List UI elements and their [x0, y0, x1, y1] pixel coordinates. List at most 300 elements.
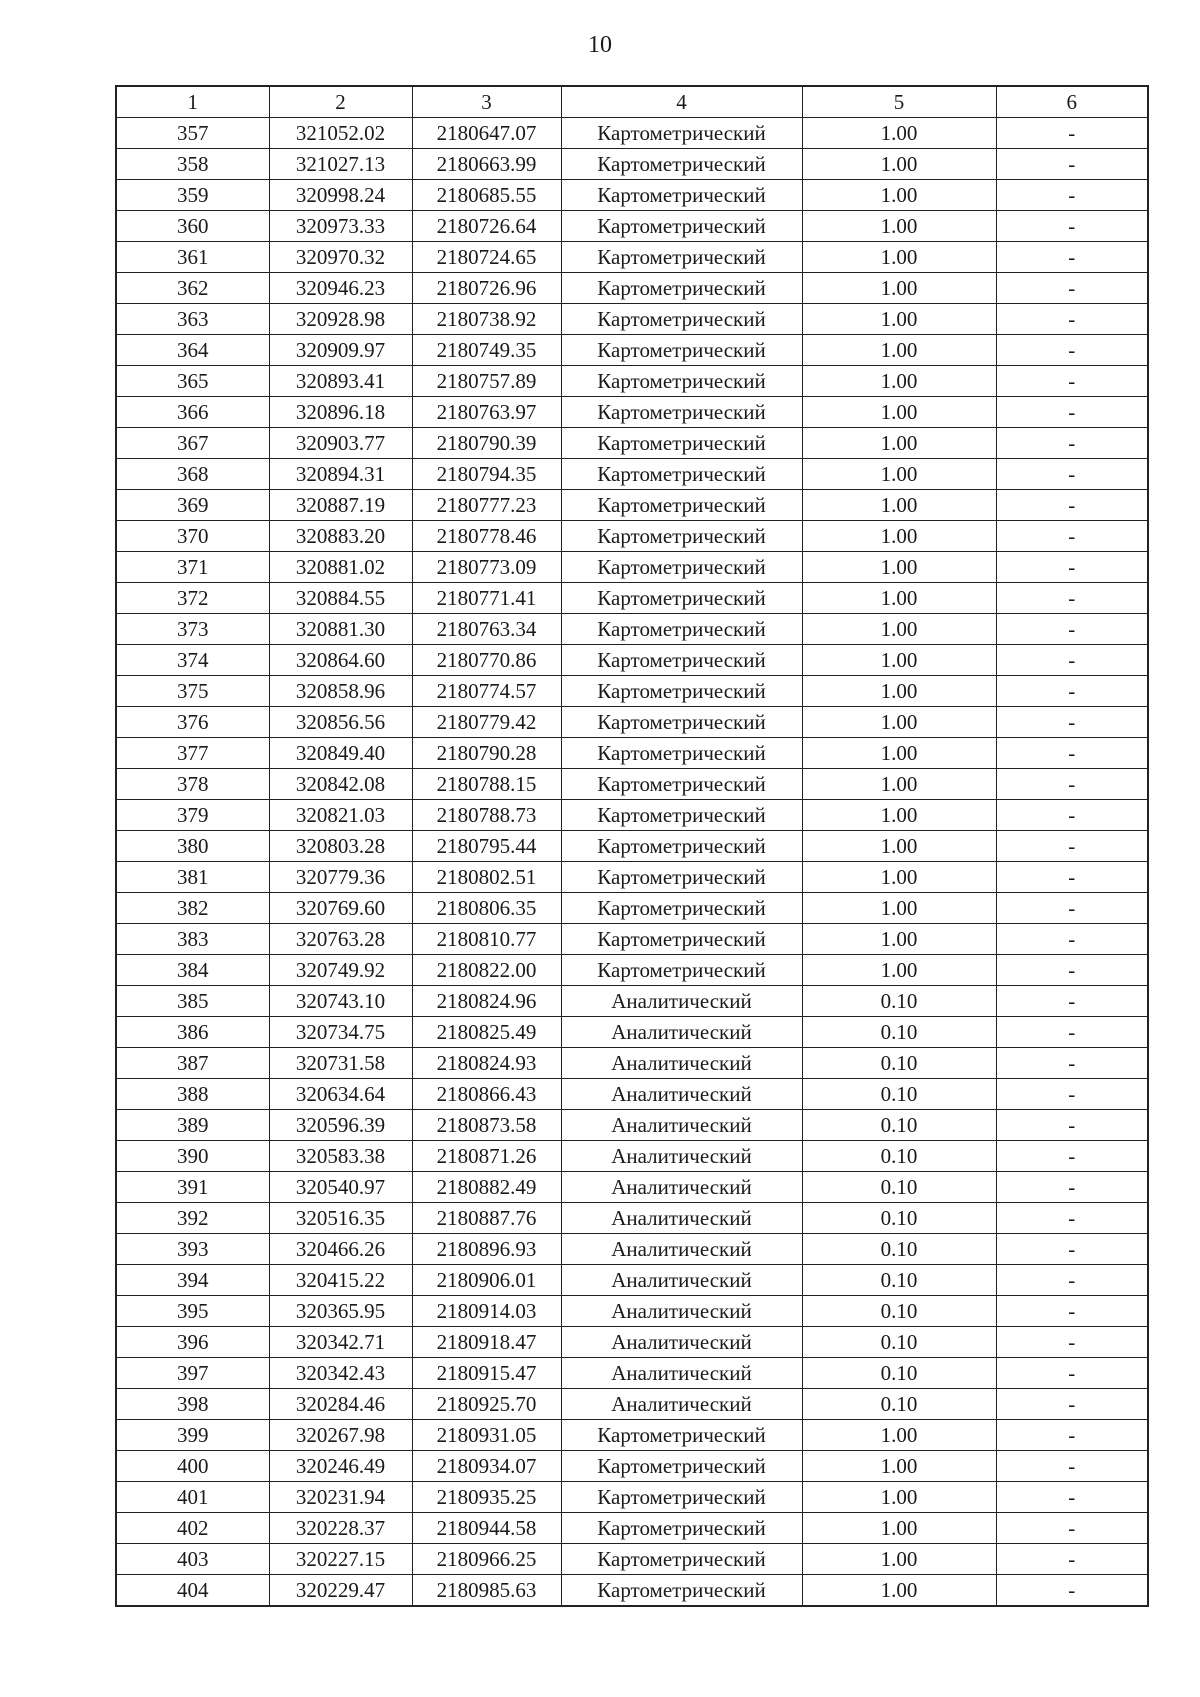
- x-coordinate-cell: 320893.41: [269, 366, 412, 397]
- x-coordinate-cell: 320365.95: [269, 1296, 412, 1327]
- x-coordinate-cell: 320763.28: [269, 924, 412, 955]
- method-cell: Картометрический: [561, 304, 802, 335]
- point-number-cell: 378: [116, 769, 269, 800]
- accuracy-cell: 1.00: [802, 676, 996, 707]
- x-coordinate-cell: 320228.37: [269, 1513, 412, 1544]
- note-cell: -: [996, 583, 1148, 614]
- x-coordinate-cell: 320634.64: [269, 1079, 412, 1110]
- method-cell: Картометрический: [561, 521, 802, 552]
- method-cell: Аналитический: [561, 1048, 802, 1079]
- point-number-cell: 397: [116, 1358, 269, 1389]
- x-coordinate-cell: 320246.49: [269, 1451, 412, 1482]
- note-cell: -: [996, 676, 1148, 707]
- accuracy-cell: 1.00: [802, 955, 996, 986]
- point-number-cell: 374: [116, 645, 269, 676]
- y-coordinate-cell: 2180915.47: [412, 1358, 561, 1389]
- note-cell: -: [996, 428, 1148, 459]
- note-cell: -: [996, 490, 1148, 521]
- method-cell: Картометрический: [561, 1575, 802, 1607]
- method-cell: Картометрический: [561, 831, 802, 862]
- page-number: 10: [588, 32, 612, 58]
- method-cell: Картометрический: [561, 1482, 802, 1513]
- y-coordinate-cell: 2180685.55: [412, 180, 561, 211]
- accuracy-cell: 1.00: [802, 428, 996, 459]
- point-number-cell: 362: [116, 273, 269, 304]
- y-coordinate-cell: 2180934.07: [412, 1451, 561, 1482]
- table-row: [116, 366, 1148, 397]
- method-cell: Аналитический: [561, 1141, 802, 1172]
- point-number-cell: 385: [116, 986, 269, 1017]
- y-coordinate-cell: 2180771.41: [412, 583, 561, 614]
- table-row: [116, 1048, 1148, 1079]
- y-coordinate-cell: 2180726.64: [412, 211, 561, 242]
- accuracy-cell: 1.00: [802, 583, 996, 614]
- table-row: [116, 1451, 1148, 1482]
- point-number-cell: 367: [116, 428, 269, 459]
- x-coordinate-cell: 320229.47: [269, 1575, 412, 1607]
- point-number-cell: 392: [116, 1203, 269, 1234]
- point-number-cell: 395: [116, 1296, 269, 1327]
- x-coordinate-cell: 320896.18: [269, 397, 412, 428]
- note-cell: -: [996, 645, 1148, 676]
- point-number-cell: 389: [116, 1110, 269, 1141]
- y-coordinate-cell: 2180779.42: [412, 707, 561, 738]
- accuracy-cell: 1.00: [802, 1575, 996, 1607]
- accuracy-cell: 0.10: [802, 1203, 996, 1234]
- y-coordinate-cell: 2180795.44: [412, 831, 561, 862]
- point-number-cell: 393: [116, 1234, 269, 1265]
- point-number-cell: 370: [116, 521, 269, 552]
- table-row: [116, 1141, 1148, 1172]
- y-coordinate-cell: 2180966.25: [412, 1544, 561, 1575]
- point-number-cell: 390: [116, 1141, 269, 1172]
- table-row: [116, 769, 1148, 800]
- point-number-cell: 388: [116, 1079, 269, 1110]
- table-row: [116, 924, 1148, 955]
- method-cell: Картометрический: [561, 707, 802, 738]
- table-row: [116, 645, 1148, 676]
- accuracy-cell: 1.00: [802, 335, 996, 366]
- x-coordinate-cell: 320946.23: [269, 273, 412, 304]
- table-row: [116, 986, 1148, 1017]
- y-coordinate-cell: 2180777.23: [412, 490, 561, 521]
- accuracy-cell: 0.10: [802, 1079, 996, 1110]
- point-number-cell: 391: [116, 1172, 269, 1203]
- x-coordinate-cell: 321027.13: [269, 149, 412, 180]
- note-cell: -: [996, 459, 1148, 490]
- note-cell: -: [996, 800, 1148, 831]
- note-cell: -: [996, 924, 1148, 955]
- column-header: 1: [116, 86, 269, 118]
- note-cell: -: [996, 1420, 1148, 1451]
- note-cell: -: [996, 552, 1148, 583]
- x-coordinate-cell: 320731.58: [269, 1048, 412, 1079]
- accuracy-cell: 0.10: [802, 1048, 996, 1079]
- accuracy-cell: 0.10: [802, 1265, 996, 1296]
- note-cell: -: [996, 893, 1148, 924]
- accuracy-cell: 0.10: [802, 1172, 996, 1203]
- x-coordinate-cell: 320516.35: [269, 1203, 412, 1234]
- column-header: 3: [412, 86, 561, 118]
- y-coordinate-cell: 2180918.47: [412, 1327, 561, 1358]
- method-cell: Картометрический: [561, 924, 802, 955]
- note-cell: -: [996, 862, 1148, 893]
- y-coordinate-cell: 2180647.07: [412, 118, 561, 149]
- table-row: [116, 955, 1148, 986]
- method-cell: Картометрический: [561, 676, 802, 707]
- x-coordinate-cell: 320769.60: [269, 893, 412, 924]
- y-coordinate-cell: 2180757.89: [412, 366, 561, 397]
- point-number-cell: 360: [116, 211, 269, 242]
- table-row: [116, 707, 1148, 738]
- x-coordinate-cell: 320821.03: [269, 800, 412, 831]
- y-coordinate-cell: 2180774.57: [412, 676, 561, 707]
- table-row: [116, 335, 1148, 366]
- point-number-cell: 381: [116, 862, 269, 893]
- note-cell: -: [996, 1358, 1148, 1389]
- column-header: 4: [561, 86, 802, 118]
- y-coordinate-cell: 2180925.70: [412, 1389, 561, 1420]
- method-cell: Аналитический: [561, 1389, 802, 1420]
- x-coordinate-cell: 320267.98: [269, 1420, 412, 1451]
- x-coordinate-cell: 320887.19: [269, 490, 412, 521]
- y-coordinate-cell: 2180866.43: [412, 1079, 561, 1110]
- point-number-cell: 365: [116, 366, 269, 397]
- accuracy-cell: 1.00: [802, 459, 996, 490]
- x-coordinate-cell: 320415.22: [269, 1265, 412, 1296]
- accuracy-cell: 1.00: [802, 1513, 996, 1544]
- table-row: [116, 1110, 1148, 1141]
- accuracy-cell: 1.00: [802, 738, 996, 769]
- x-coordinate-cell: 321052.02: [269, 118, 412, 149]
- method-cell: Картометрический: [561, 490, 802, 521]
- method-cell: Аналитический: [561, 1017, 802, 1048]
- x-coordinate-cell: 320779.36: [269, 862, 412, 893]
- table-row: [116, 1234, 1148, 1265]
- method-cell: Картометрический: [561, 211, 802, 242]
- table-row: [116, 180, 1148, 211]
- point-number-cell: 396: [116, 1327, 269, 1358]
- table-row: [116, 893, 1148, 924]
- y-coordinate-cell: 2180887.76: [412, 1203, 561, 1234]
- table-row: [116, 273, 1148, 304]
- accuracy-cell: 1.00: [802, 180, 996, 211]
- table-row: [116, 1358, 1148, 1389]
- point-number-cell: 375: [116, 676, 269, 707]
- y-coordinate-cell: 2180824.96: [412, 986, 561, 1017]
- method-cell: Аналитический: [561, 986, 802, 1017]
- y-coordinate-cell: 2180770.86: [412, 645, 561, 676]
- note-cell: -: [996, 149, 1148, 180]
- y-coordinate-cell: 2180873.58: [412, 1110, 561, 1141]
- x-coordinate-cell: 320596.39: [269, 1110, 412, 1141]
- point-number-cell: 394: [116, 1265, 269, 1296]
- note-cell: -: [996, 335, 1148, 366]
- accuracy-cell: 1.00: [802, 831, 996, 862]
- note-cell: -: [996, 1327, 1148, 1358]
- x-coordinate-cell: 320342.71: [269, 1327, 412, 1358]
- point-number-cell: 361: [116, 242, 269, 273]
- accuracy-cell: 1.00: [802, 304, 996, 335]
- point-number-cell: 371: [116, 552, 269, 583]
- note-cell: -: [996, 366, 1148, 397]
- table-row: [116, 1203, 1148, 1234]
- method-cell: Картометрический: [561, 769, 802, 800]
- y-coordinate-cell: 2180802.51: [412, 862, 561, 893]
- accuracy-cell: 1.00: [802, 521, 996, 552]
- method-cell: Аналитический: [561, 1327, 802, 1358]
- point-number-cell: 357: [116, 118, 269, 149]
- note-cell: -: [996, 1296, 1148, 1327]
- note-cell: -: [996, 1048, 1148, 1079]
- y-coordinate-cell: 2180810.77: [412, 924, 561, 955]
- x-coordinate-cell: 320856.56: [269, 707, 412, 738]
- note-cell: -: [996, 180, 1148, 211]
- method-cell: Картометрический: [561, 1513, 802, 1544]
- accuracy-cell: 1.00: [802, 862, 996, 893]
- point-number-cell: 368: [116, 459, 269, 490]
- point-number-cell: 372: [116, 583, 269, 614]
- table-row: [116, 211, 1148, 242]
- accuracy-cell: 0.10: [802, 1017, 996, 1048]
- method-cell: Аналитический: [561, 1358, 802, 1389]
- accuracy-cell: 0.10: [802, 986, 996, 1017]
- table-row: [116, 397, 1148, 428]
- method-cell: Картометрический: [561, 118, 802, 149]
- column-header: 5: [802, 86, 996, 118]
- table-row: [116, 1172, 1148, 1203]
- point-number-cell: 377: [116, 738, 269, 769]
- note-cell: -: [996, 1389, 1148, 1420]
- table-row: [116, 552, 1148, 583]
- y-coordinate-cell: 2180896.93: [412, 1234, 561, 1265]
- y-coordinate-cell: 2180738.92: [412, 304, 561, 335]
- method-cell: Картометрический: [561, 893, 802, 924]
- x-coordinate-cell: 320894.31: [269, 459, 412, 490]
- accuracy-cell: 0.10: [802, 1234, 996, 1265]
- note-cell: -: [996, 1575, 1148, 1607]
- table-row: [116, 1327, 1148, 1358]
- table-row: [116, 459, 1148, 490]
- point-number-cell: 358: [116, 149, 269, 180]
- accuracy-cell: 1.00: [802, 645, 996, 676]
- accuracy-cell: 1.00: [802, 769, 996, 800]
- point-number-cell: 387: [116, 1048, 269, 1079]
- method-cell: Картометрический: [561, 614, 802, 645]
- note-cell: -: [996, 397, 1148, 428]
- table-row: [116, 1420, 1148, 1451]
- x-coordinate-cell: 320284.46: [269, 1389, 412, 1420]
- table-row: [116, 1575, 1148, 1607]
- y-coordinate-cell: 2180763.97: [412, 397, 561, 428]
- note-cell: -: [996, 1544, 1148, 1575]
- x-coordinate-cell: 320881.02: [269, 552, 412, 583]
- table-row: [116, 242, 1148, 273]
- accuracy-cell: 0.10: [802, 1327, 996, 1358]
- x-coordinate-cell: 320803.28: [269, 831, 412, 862]
- point-number-cell: 402: [116, 1513, 269, 1544]
- accuracy-cell: 1.00: [802, 1544, 996, 1575]
- note-cell: -: [996, 986, 1148, 1017]
- note-cell: -: [996, 1482, 1148, 1513]
- table-row: [116, 1017, 1148, 1048]
- point-number-cell: 386: [116, 1017, 269, 1048]
- point-number-cell: 369: [116, 490, 269, 521]
- method-cell: Картометрический: [561, 738, 802, 769]
- y-coordinate-cell: 2180914.03: [412, 1296, 561, 1327]
- y-coordinate-cell: 2180763.34: [412, 614, 561, 645]
- y-coordinate-cell: 2180773.09: [412, 552, 561, 583]
- method-cell: Картометрический: [561, 273, 802, 304]
- y-coordinate-cell: 2180663.99: [412, 149, 561, 180]
- x-coordinate-cell: 320227.15: [269, 1544, 412, 1575]
- y-coordinate-cell: 2180935.25: [412, 1482, 561, 1513]
- x-coordinate-cell: 320540.97: [269, 1172, 412, 1203]
- table-row: [116, 1389, 1148, 1420]
- point-number-cell: 383: [116, 924, 269, 955]
- x-coordinate-cell: 320849.40: [269, 738, 412, 769]
- y-coordinate-cell: 2180778.46: [412, 521, 561, 552]
- accuracy-cell: 1.00: [802, 614, 996, 645]
- y-coordinate-cell: 2180906.01: [412, 1265, 561, 1296]
- table-row: [116, 1544, 1148, 1575]
- note-cell: -: [996, 1110, 1148, 1141]
- note-cell: -: [996, 273, 1148, 304]
- x-coordinate-cell: 320583.38: [269, 1141, 412, 1172]
- accuracy-cell: 0.10: [802, 1110, 996, 1141]
- method-cell: Картометрический: [561, 1451, 802, 1482]
- note-cell: -: [996, 1017, 1148, 1048]
- point-number-cell: 363: [116, 304, 269, 335]
- y-coordinate-cell: 2180790.28: [412, 738, 561, 769]
- point-number-cell: 400: [116, 1451, 269, 1482]
- table-row: [116, 118, 1148, 149]
- x-coordinate-cell: 320466.26: [269, 1234, 412, 1265]
- accuracy-cell: 1.00: [802, 211, 996, 242]
- accuracy-cell: 0.10: [802, 1389, 996, 1420]
- method-cell: Аналитический: [561, 1172, 802, 1203]
- note-cell: -: [996, 955, 1148, 986]
- table-header-row: [116, 86, 1148, 118]
- column-header: 2: [269, 86, 412, 118]
- method-cell: Картометрический: [561, 955, 802, 986]
- note-cell: -: [996, 831, 1148, 862]
- method-cell: Картометрический: [561, 459, 802, 490]
- method-cell: Картометрический: [561, 800, 802, 831]
- x-coordinate-cell: 320884.55: [269, 583, 412, 614]
- table-row: [116, 831, 1148, 862]
- point-number-cell: 380: [116, 831, 269, 862]
- point-number-cell: 384: [116, 955, 269, 986]
- point-number-cell: 376: [116, 707, 269, 738]
- note-cell: -: [996, 1079, 1148, 1110]
- accuracy-cell: 1.00: [802, 1482, 996, 1513]
- y-coordinate-cell: 2180822.00: [412, 955, 561, 986]
- note-cell: -: [996, 614, 1148, 645]
- point-number-cell: 398: [116, 1389, 269, 1420]
- y-coordinate-cell: 2180944.58: [412, 1513, 561, 1544]
- column-header: 6: [996, 86, 1148, 118]
- table-row: [116, 304, 1148, 335]
- accuracy-cell: 1.00: [802, 273, 996, 304]
- point-number-cell: 379: [116, 800, 269, 831]
- method-cell: Картометрический: [561, 1544, 802, 1575]
- method-cell: Аналитический: [561, 1296, 802, 1327]
- table-row: [116, 583, 1148, 614]
- note-cell: -: [996, 769, 1148, 800]
- table-row: [116, 614, 1148, 645]
- accuracy-cell: 1.00: [802, 118, 996, 149]
- table-row: [116, 428, 1148, 459]
- method-cell: Картометрический: [561, 862, 802, 893]
- method-cell: Картометрический: [561, 242, 802, 273]
- point-number-cell: 403: [116, 1544, 269, 1575]
- method-cell: Картометрический: [561, 645, 802, 676]
- method-cell: Картометрический: [561, 366, 802, 397]
- method-cell: Аналитический: [561, 1234, 802, 1265]
- method-cell: Картометрический: [561, 583, 802, 614]
- y-coordinate-cell: 2180794.35: [412, 459, 561, 490]
- note-cell: -: [996, 304, 1148, 335]
- note-cell: -: [996, 1203, 1148, 1234]
- note-cell: -: [996, 1513, 1148, 1544]
- method-cell: Картометрический: [561, 552, 802, 583]
- x-coordinate-cell: 320928.98: [269, 304, 412, 335]
- accuracy-cell: 1.00: [802, 366, 996, 397]
- x-coordinate-cell: 320231.94: [269, 1482, 412, 1513]
- x-coordinate-cell: 320858.96: [269, 676, 412, 707]
- note-cell: -: [996, 707, 1148, 738]
- table-row: [116, 1079, 1148, 1110]
- accuracy-cell: 1.00: [802, 1451, 996, 1482]
- y-coordinate-cell: 2180726.96: [412, 273, 561, 304]
- y-coordinate-cell: 2180790.39: [412, 428, 561, 459]
- table-body: [116, 118, 1148, 1607]
- accuracy-cell: 1.00: [802, 242, 996, 273]
- y-coordinate-cell: 2180724.65: [412, 242, 561, 273]
- method-cell: Аналитический: [561, 1079, 802, 1110]
- accuracy-cell: 0.10: [802, 1296, 996, 1327]
- note-cell: -: [996, 1265, 1148, 1296]
- method-cell: Картометрический: [561, 428, 802, 459]
- point-number-cell: 382: [116, 893, 269, 924]
- note-cell: -: [996, 118, 1148, 149]
- x-coordinate-cell: 320903.77: [269, 428, 412, 459]
- method-cell: Картометрический: [561, 149, 802, 180]
- accuracy-cell: 1.00: [802, 397, 996, 428]
- accuracy-cell: 1.00: [802, 893, 996, 924]
- point-number-cell: 404: [116, 1575, 269, 1607]
- accuracy-cell: 1.00: [802, 707, 996, 738]
- note-cell: -: [996, 211, 1148, 242]
- point-number-cell: 364: [116, 335, 269, 366]
- table-row: [116, 1296, 1148, 1327]
- x-coordinate-cell: 320864.60: [269, 645, 412, 676]
- y-coordinate-cell: 2180788.15: [412, 769, 561, 800]
- accuracy-cell: 1.00: [802, 490, 996, 521]
- table-row: [116, 1482, 1148, 1513]
- y-coordinate-cell: 2180931.05: [412, 1420, 561, 1451]
- point-number-cell: 359: [116, 180, 269, 211]
- table-row: [116, 521, 1148, 552]
- method-cell: Аналитический: [561, 1110, 802, 1141]
- x-coordinate-cell: 320342.43: [269, 1358, 412, 1389]
- note-cell: -: [996, 738, 1148, 769]
- y-coordinate-cell: 2180985.63: [412, 1575, 561, 1607]
- x-coordinate-cell: 320743.10: [269, 986, 412, 1017]
- method-cell: Аналитический: [561, 1265, 802, 1296]
- y-coordinate-cell: 2180871.26: [412, 1141, 561, 1172]
